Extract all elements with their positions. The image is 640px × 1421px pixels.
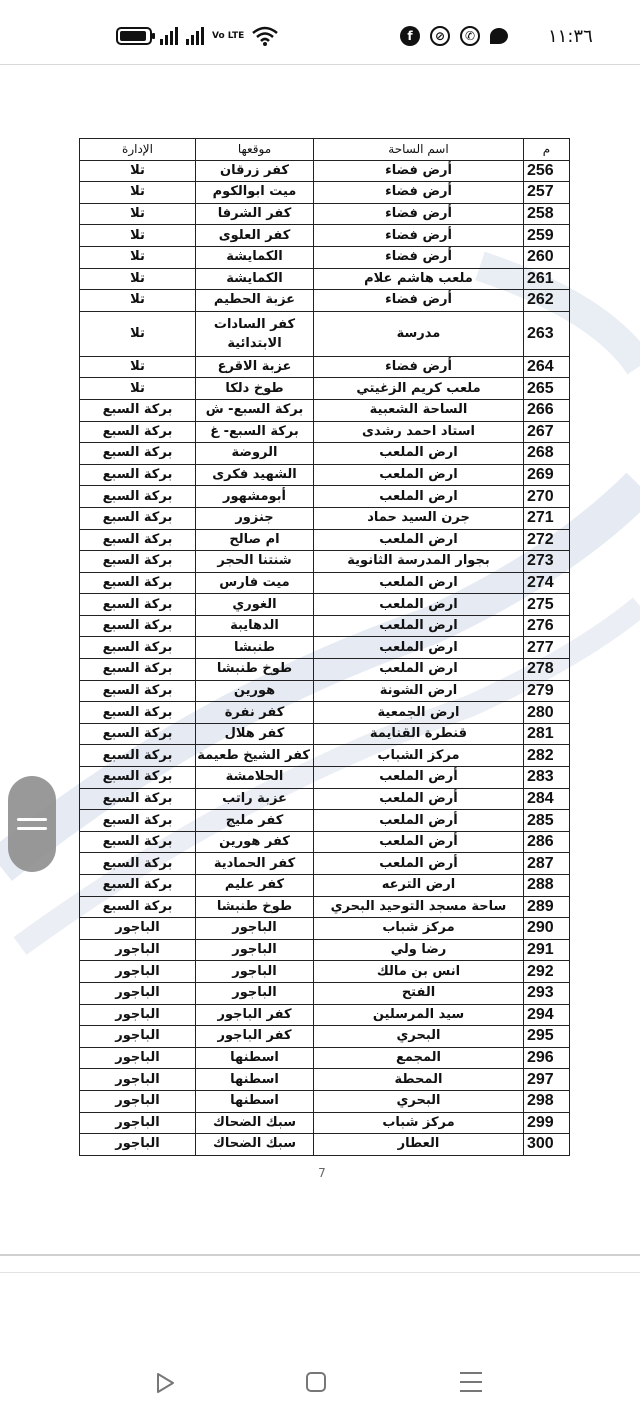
- row-number: 264: [524, 356, 570, 378]
- field-name: أرض فضاء: [314, 203, 524, 225]
- row-number: 286: [524, 831, 570, 853]
- field-location: الباجور: [196, 982, 314, 1004]
- field-admin: بركة السبع: [80, 486, 196, 508]
- field-name: جرن السيد حماد: [314, 507, 524, 529]
- field-admin: الباجور: [80, 961, 196, 983]
- fields-table: [79, 138, 570, 1156]
- field-location: بركة السبع- غ: [196, 421, 314, 443]
- divider: [0, 1272, 640, 1273]
- field-admin: بركة السبع: [80, 831, 196, 853]
- row-number: 275: [524, 594, 570, 616]
- field-location: الدهايبة: [196, 615, 314, 637]
- header-name: اسم الساحة: [314, 139, 524, 161]
- status-right: [400, 26, 508, 46]
- header-num: م: [524, 139, 570, 161]
- row-number: 280: [524, 702, 570, 724]
- field-location: اسطنها: [196, 1047, 314, 1069]
- field-location: الباجور: [196, 918, 314, 940]
- field-admin: بركة السبع: [80, 896, 196, 918]
- row-number: 285: [524, 810, 570, 832]
- field-name: ارض الملعب: [314, 572, 524, 594]
- row-number: 282: [524, 745, 570, 767]
- row-number: 298: [524, 1090, 570, 1112]
- field-admin: تلا: [80, 311, 196, 356]
- row-number: 269: [524, 464, 570, 486]
- field-admin: تلا: [80, 225, 196, 247]
- table-row: [80, 659, 570, 681]
- field-admin: بركة السبع: [80, 421, 196, 443]
- table-row: [80, 1134, 570, 1156]
- field-location: هورين: [196, 680, 314, 702]
- field-location: كفر الحمادية: [196, 853, 314, 875]
- field-location: كفر مليج: [196, 810, 314, 832]
- field-location: عزبة الاقرع: [196, 356, 314, 378]
- row-number: 292: [524, 961, 570, 983]
- field-name: مدرسة: [314, 311, 524, 356]
- row-number: 259: [524, 225, 570, 247]
- field-admin: الباجور: [80, 918, 196, 940]
- table-row: [80, 290, 570, 312]
- field-location: الروضة: [196, 443, 314, 465]
- field-location: كفر هورين: [196, 831, 314, 853]
- field-location: طنبشا: [196, 637, 314, 659]
- row-number: 281: [524, 723, 570, 745]
- signal-icon: [160, 27, 178, 45]
- row-number: 261: [524, 268, 570, 290]
- field-admin: الباجور: [80, 1090, 196, 1112]
- row-number: 256: [524, 160, 570, 182]
- row-number: 260: [524, 246, 570, 268]
- field-name: المحطة: [314, 1069, 524, 1091]
- table-row: [80, 615, 570, 637]
- home-icon[interactable]: [306, 1372, 326, 1392]
- row-number: 290: [524, 918, 570, 940]
- field-admin: تلا: [80, 290, 196, 312]
- battery-icon: [116, 27, 152, 45]
- row-number: 279: [524, 680, 570, 702]
- field-name: أرض فضاء: [314, 290, 524, 312]
- handle-line: [17, 827, 47, 830]
- field-name: مركز شباب: [314, 1112, 524, 1134]
- row-number: 299: [524, 1112, 570, 1134]
- header-location: موقعها: [196, 139, 314, 161]
- table-header-row: [80, 139, 570, 161]
- back-icon[interactable]: [154, 1372, 176, 1394]
- table-row: [80, 1004, 570, 1026]
- row-number: 262: [524, 290, 570, 312]
- field-name: ارض الملعب: [314, 464, 524, 486]
- whatsapp-icon: ✆: [460, 26, 480, 46]
- field-name: أرض فضاء: [314, 246, 524, 268]
- field-name: مركز شباب: [314, 918, 524, 940]
- field-name: الفتح: [314, 982, 524, 1004]
- table-row: [80, 1090, 570, 1112]
- row-number: 271: [524, 507, 570, 529]
- field-admin: بركة السبع: [80, 551, 196, 573]
- table-row: [80, 896, 570, 918]
- field-name: ملعب كريم الزغيتي: [314, 378, 524, 400]
- field-admin: تلا: [80, 378, 196, 400]
- page-number: 7: [318, 1166, 326, 1180]
- table-row: [80, 421, 570, 443]
- field-admin: بركة السبع: [80, 810, 196, 832]
- row-number: 267: [524, 421, 570, 443]
- field-location: كفر عليم: [196, 875, 314, 897]
- table-row: [80, 918, 570, 940]
- field-admin: تلا: [80, 268, 196, 290]
- field-name: ساحة مسجد التوحيد البحري: [314, 896, 524, 918]
- table-row: [80, 529, 570, 551]
- field-name: أرض فضاء: [314, 182, 524, 204]
- table-row: [80, 443, 570, 465]
- field-location: كفر السادات الابتدائية: [196, 311, 314, 356]
- row-number: 272: [524, 529, 570, 551]
- row-number: 268: [524, 443, 570, 465]
- field-admin: تلا: [80, 356, 196, 378]
- row-number: 284: [524, 788, 570, 810]
- field-admin: الباجور: [80, 982, 196, 1004]
- field-name: قنطرة القنايمة: [314, 723, 524, 745]
- table-row: [80, 246, 570, 268]
- field-name: البحري: [314, 1026, 524, 1048]
- field-name: ارض الملعب: [314, 486, 524, 508]
- field-admin: الباجور: [80, 1112, 196, 1134]
- field-admin: الباجور: [80, 1004, 196, 1026]
- field-location: الحلامشة: [196, 767, 314, 789]
- field-location: كفر الباجور: [196, 1026, 314, 1048]
- wifi-icon: [252, 26, 278, 46]
- field-admin: بركة السبع: [80, 853, 196, 875]
- divider: [0, 1254, 640, 1256]
- field-admin: بركة السبع: [80, 594, 196, 616]
- field-admin: الباجور: [80, 1047, 196, 1069]
- field-admin: تلا: [80, 182, 196, 204]
- row-number: 273: [524, 551, 570, 573]
- table-row: [80, 1047, 570, 1069]
- table-row: [80, 939, 570, 961]
- row-number: 278: [524, 659, 570, 681]
- handle-line: [17, 818, 47, 821]
- volte-label: Vo LTE: [212, 30, 245, 41]
- table-row: [80, 680, 570, 702]
- field-location: أبومشهور: [196, 486, 314, 508]
- field-admin: بركة السبع: [80, 399, 196, 421]
- field-admin: بركة السبع: [80, 680, 196, 702]
- field-location: ميت فارس: [196, 572, 314, 594]
- field-admin: تلا: [80, 160, 196, 182]
- field-location: طوخ دلكا: [196, 378, 314, 400]
- field-name: انس بن مالك: [314, 961, 524, 983]
- field-admin: بركة السبع: [80, 767, 196, 789]
- field-location: الباجور: [196, 939, 314, 961]
- field-admin: بركة السبع: [80, 464, 196, 486]
- field-location: كفر العلوى: [196, 225, 314, 247]
- field-location: سبك الضحاك: [196, 1134, 314, 1156]
- table-row: [80, 507, 570, 529]
- table-row: [80, 767, 570, 789]
- row-number: 283: [524, 767, 570, 789]
- field-location: عزبة الحطيم: [196, 290, 314, 312]
- field-location: الشهيد فكرى: [196, 464, 314, 486]
- table-row: [80, 572, 570, 594]
- field-location: جنزور: [196, 507, 314, 529]
- field-name: أرض الملعب: [314, 810, 524, 832]
- table-row: [80, 961, 570, 983]
- table-row: [80, 788, 570, 810]
- field-location: كفر الشيخ طعيمة: [196, 745, 314, 767]
- field-location: بركة السبع- ش: [196, 399, 314, 421]
- field-location: عزبة راتب: [196, 788, 314, 810]
- menu-icon[interactable]: [460, 1372, 482, 1392]
- row-number: 266: [524, 399, 570, 421]
- divider: [0, 64, 640, 65]
- field-location: الكمايشة: [196, 268, 314, 290]
- table-row: [80, 637, 570, 659]
- clock: ١١:٣٦: [548, 26, 593, 47]
- field-name: أرض الملعب: [314, 767, 524, 789]
- field-admin: الباجور: [80, 1069, 196, 1091]
- table-row: [80, 810, 570, 832]
- field-name: مركز الشباب: [314, 745, 524, 767]
- table-row: [80, 225, 570, 247]
- table-row: [80, 853, 570, 875]
- row-number: 288: [524, 875, 570, 897]
- field-admin: بركة السبع: [80, 637, 196, 659]
- field-name: ارض الترعه: [314, 875, 524, 897]
- field-name: أرض الملعب: [314, 853, 524, 875]
- table-row: [80, 268, 570, 290]
- field-admin: بركة السبع: [80, 875, 196, 897]
- row-number: 276: [524, 615, 570, 637]
- table-row: [80, 378, 570, 400]
- field-location: ام صالح: [196, 529, 314, 551]
- row-number: 263: [524, 311, 570, 356]
- table-row: [80, 1112, 570, 1134]
- field-admin: بركة السبع: [80, 507, 196, 529]
- field-admin: بركة السبع: [80, 529, 196, 551]
- table-body: [80, 139, 570, 1156]
- table-row: [80, 356, 570, 378]
- table-row: [80, 486, 570, 508]
- field-location: كفر نفرة: [196, 702, 314, 724]
- row-number: 274: [524, 572, 570, 594]
- field-admin: بركة السبع: [80, 723, 196, 745]
- field-admin: الباجور: [80, 1026, 196, 1048]
- field-location: طوخ طنبشا: [196, 659, 314, 681]
- field-name: بجوار المدرسة الثانوية: [314, 551, 524, 573]
- table-row: [80, 702, 570, 724]
- header-admin: الإدارة: [80, 139, 196, 161]
- field-location: سبك الضحاك: [196, 1112, 314, 1134]
- location-off-icon: ⊘: [430, 26, 450, 46]
- field-name: أرض فضاء: [314, 160, 524, 182]
- row-number: 258: [524, 203, 570, 225]
- facebook-icon: f: [400, 26, 420, 46]
- field-location: اسطنها: [196, 1069, 314, 1091]
- field-admin: بركة السبع: [80, 702, 196, 724]
- floating-menu-handle[interactable]: [8, 776, 56, 872]
- document-page[interactable]: [0, 66, 640, 1256]
- field-admin: بركة السبع: [80, 615, 196, 637]
- chat-icon: [490, 28, 508, 44]
- table-row: [80, 203, 570, 225]
- table-row: [80, 723, 570, 745]
- field-location: شنتنا الحجر: [196, 551, 314, 573]
- field-name: ارض الملعب: [314, 443, 524, 465]
- table-row: [80, 551, 570, 573]
- signal-icon-2: [186, 27, 204, 45]
- table-row: [80, 182, 570, 204]
- field-location: اسطنها: [196, 1090, 314, 1112]
- field-name: ارض الجمعية: [314, 702, 524, 724]
- field-admin: بركة السبع: [80, 659, 196, 681]
- field-name: أرض فضاء: [314, 356, 524, 378]
- row-number: 296: [524, 1047, 570, 1069]
- field-location: الكمايشة: [196, 246, 314, 268]
- field-admin: بركة السبع: [80, 745, 196, 767]
- field-location: كفر هلال: [196, 723, 314, 745]
- field-name: ارض الشونة: [314, 680, 524, 702]
- row-number: 289: [524, 896, 570, 918]
- table-row: [80, 594, 570, 616]
- field-location: كفر الشرفا: [196, 203, 314, 225]
- table-row: [80, 875, 570, 897]
- field-name: ارض الملعب: [314, 615, 524, 637]
- table-row: [80, 831, 570, 853]
- field-name: ملعب هاشم علام: [314, 268, 524, 290]
- field-name: ارض الملعب: [314, 529, 524, 551]
- field-name: ارض الملعب: [314, 659, 524, 681]
- field-name: ارض الملعب: [314, 594, 524, 616]
- field-name: أرض الملعب: [314, 788, 524, 810]
- field-admin: بركة السبع: [80, 788, 196, 810]
- row-number: 291: [524, 939, 570, 961]
- field-location: الباجور: [196, 961, 314, 983]
- field-name: الساحة الشعبية: [314, 399, 524, 421]
- field-name: المجمع: [314, 1047, 524, 1069]
- field-admin: تلا: [80, 246, 196, 268]
- table-row: [80, 311, 570, 356]
- field-name: رضا ولي: [314, 939, 524, 961]
- field-location: كفر زرقان: [196, 160, 314, 182]
- field-admin: بركة السبع: [80, 443, 196, 465]
- field-location: طوخ طنبشا: [196, 896, 314, 918]
- field-admin: الباجور: [80, 939, 196, 961]
- field-location: ميت ابوالكوم: [196, 182, 314, 204]
- table-row: [80, 464, 570, 486]
- field-name: أرض فضاء: [314, 225, 524, 247]
- status-bar: [0, 0, 640, 70]
- table-row: [80, 160, 570, 182]
- status-left: [116, 26, 278, 46]
- table-row: [80, 1026, 570, 1048]
- row-number: 295: [524, 1026, 570, 1048]
- field-name: البحري: [314, 1090, 524, 1112]
- field-location: كفر الباجور: [196, 1004, 314, 1026]
- field-admin: الباجور: [80, 1134, 196, 1156]
- row-number: 270: [524, 486, 570, 508]
- row-number: 300: [524, 1134, 570, 1156]
- row-number: 257: [524, 182, 570, 204]
- table-row: [80, 399, 570, 421]
- row-number: 265: [524, 378, 570, 400]
- row-number: 277: [524, 637, 570, 659]
- row-number: 297: [524, 1069, 570, 1091]
- row-number: 287: [524, 853, 570, 875]
- table-row: [80, 1069, 570, 1091]
- row-number: 293: [524, 982, 570, 1004]
- field-admin: تلا: [80, 203, 196, 225]
- field-name: أرض الملعب: [314, 831, 524, 853]
- field-name: العطار: [314, 1134, 524, 1156]
- navigation-bar: [0, 1340, 640, 1421]
- table-row: [80, 982, 570, 1004]
- field-name: استاد احمد رشدى: [314, 421, 524, 443]
- field-admin: بركة السبع: [80, 572, 196, 594]
- field-name: ارض الملعب: [314, 637, 524, 659]
- row-number: 294: [524, 1004, 570, 1026]
- field-location: الغوري: [196, 594, 314, 616]
- table-row: [80, 745, 570, 767]
- field-name: سيد المرسلين: [314, 1004, 524, 1026]
